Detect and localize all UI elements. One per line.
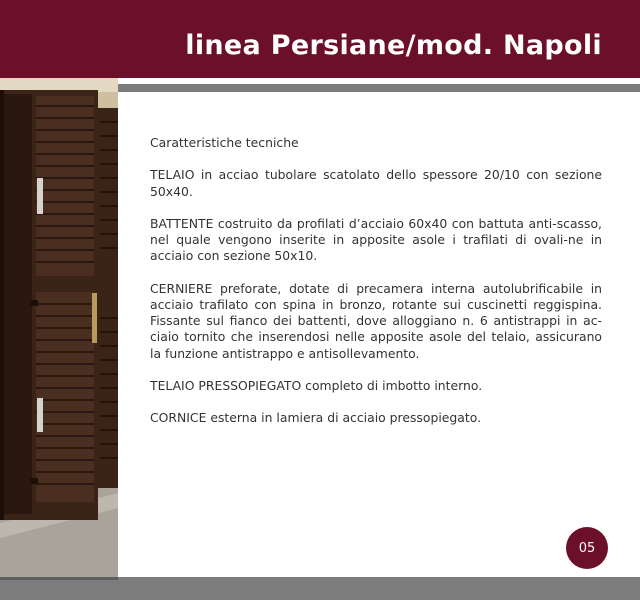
bottom-bar-strip [0, 577, 118, 580]
top-divider-bar [118, 84, 640, 92]
spec-paragraph-telaio: TELAIO in acciao tubolare scatolato dello spessore 20/10 con sezione 50x40. [150, 167, 602, 199]
spec-paragraph-telaio-pressopiegato: TELAIO PRESSOPIEGATO completo di imbotto interno. [150, 377, 483, 393]
header-bar [0, 0, 640, 78]
spec-text-block [150, 135, 602, 443]
shutter-photo [0, 78, 118, 578]
bottom-bar [0, 577, 640, 600]
section-heading: Caratteristiche tecniche [150, 135, 299, 150]
spec-paragraph-cornice: CORNICE esterna in lamiera di acciaio pressopiegato. [150, 410, 482, 426]
spec-paragraph-battente: BATTENTE costruito da profilati d’acciaio 60x40 con battuta anti-scasso, nel quale vengono inserite in apposite asole i trafilati di ovali-ne in acciaio con sezione 50x10. [150, 215, 602, 264]
page-title: linea Persiane/mod. Napoli [185, 30, 602, 61]
page-number-badge: 05 [566, 527, 608, 569]
spec-paragraph-cerniere: CERNIERE preforate, dotate di precamera interna autolubrificabile in acciaio trafilato con spina in bronzo, rotante sui cuscinetti reggispina. Fissante sul fianco dei battenti, dove alloggiano n. 6 antistrappi in ac-ciaio tornito che inserendosi nelle apposite asole del telaio, assicurano la funzione antistrappo e antisollevamento. [150, 280, 602, 361]
